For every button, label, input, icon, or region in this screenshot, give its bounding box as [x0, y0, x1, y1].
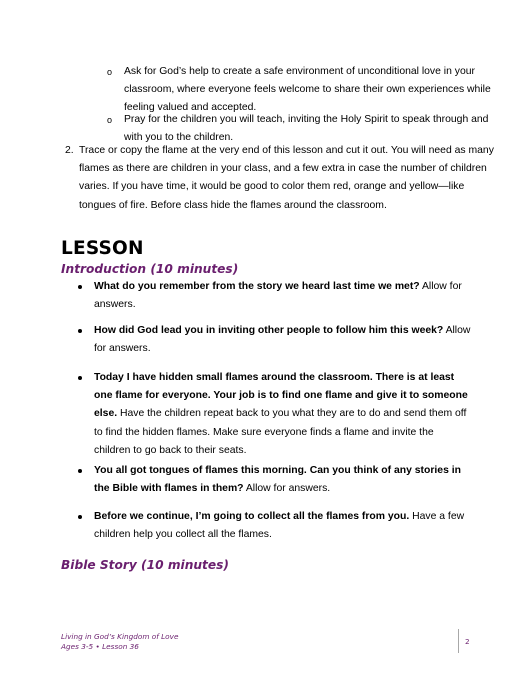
prep-numbered-item-text: Trace or copy the flame at the very end of this lesson and cut it out. You will need as many flames as there are children in your class, and a few extra in case the number of children varies. If you have time, it would be good to color them red, orange and yellow—like tongues of fire. Before class hide the flames around the classroom.	[79, 145, 494, 211]
footer-subtitle: Ages 3-5 • Lesson 36	[61, 642, 139, 651]
bullet-bold-text: Before we continue, I’m going to collect all the flames from you.	[94, 511, 410, 522]
prep-sub-item-text: Ask for God’s help to create a safe environment of unconditional love in your classroom, where everyone feels welcome to share their own experiences while feeling valued and accepted.	[124, 66, 491, 114]
bullet-bold-text: You all got tongues of flames this morning. Can you think of any stories in the Bible with flames in them?	[94, 465, 461, 495]
intro-bullet-item	[94, 462, 472, 498]
intro-bullet-item	[94, 369, 472, 460]
bullet-text: Allow for answers.	[243, 483, 331, 495]
prep-sub-item-text: Pray for the children you will teach, inviting the Holy Spirit to speak through and with you to the children.	[124, 114, 489, 144]
prep-numbered-item	[65, 142, 499, 215]
bullet-bold-text: What do you remember from the story we heard last time we met?	[94, 281, 420, 292]
intro-bullet-item	[94, 278, 472, 314]
intro-bullet-item	[94, 322, 472, 358]
footer-divider	[458, 629, 459, 653]
prep-sub-item	[107, 63, 496, 118]
bullet-text: Allow for answers.	[94, 325, 471, 355]
bullet-dot	[78, 285, 82, 289]
bullet-text: Allow for answers.	[94, 281, 462, 311]
bullet-bold-text: How did God lead you in inviting other people to follow him this week?	[94, 325, 444, 336]
bible-story-heading: Bible Story (10 minutes)	[61, 558, 229, 572]
footer-title: Living in God’s Kingdom of Love	[61, 632, 179, 641]
lesson-heading: LESSON	[61, 238, 144, 259]
sub-bullet-marker: o	[107, 67, 113, 77]
bullet-text: Have the children repeat back to you what they are to do and send them off to find the hidden flames. Make sure everyone finds a flame and invite the children to go back to their seats.	[94, 408, 467, 456]
bullet-dot	[78, 469, 82, 473]
list-number: 2.	[65, 145, 74, 156]
bullet-bold-text: Today I have hidden small flames around the classroom. There is at least one flame for everyone. Your job is to find one flame and give it to someone else.	[94, 372, 468, 420]
introduction-heading: Introduction (10 minutes)	[61, 262, 239, 276]
footer-text	[61, 632, 178, 652]
sub-bullet-marker: o	[107, 115, 113, 125]
bullet-dot	[78, 376, 82, 380]
intro-bullet-item	[94, 508, 472, 544]
bullet-dot	[78, 515, 82, 519]
bullet-text: Have a few children help you collect all the flames.	[94, 511, 465, 541]
bullet-dot	[78, 329, 82, 333]
page-number: 2	[465, 637, 470, 646]
